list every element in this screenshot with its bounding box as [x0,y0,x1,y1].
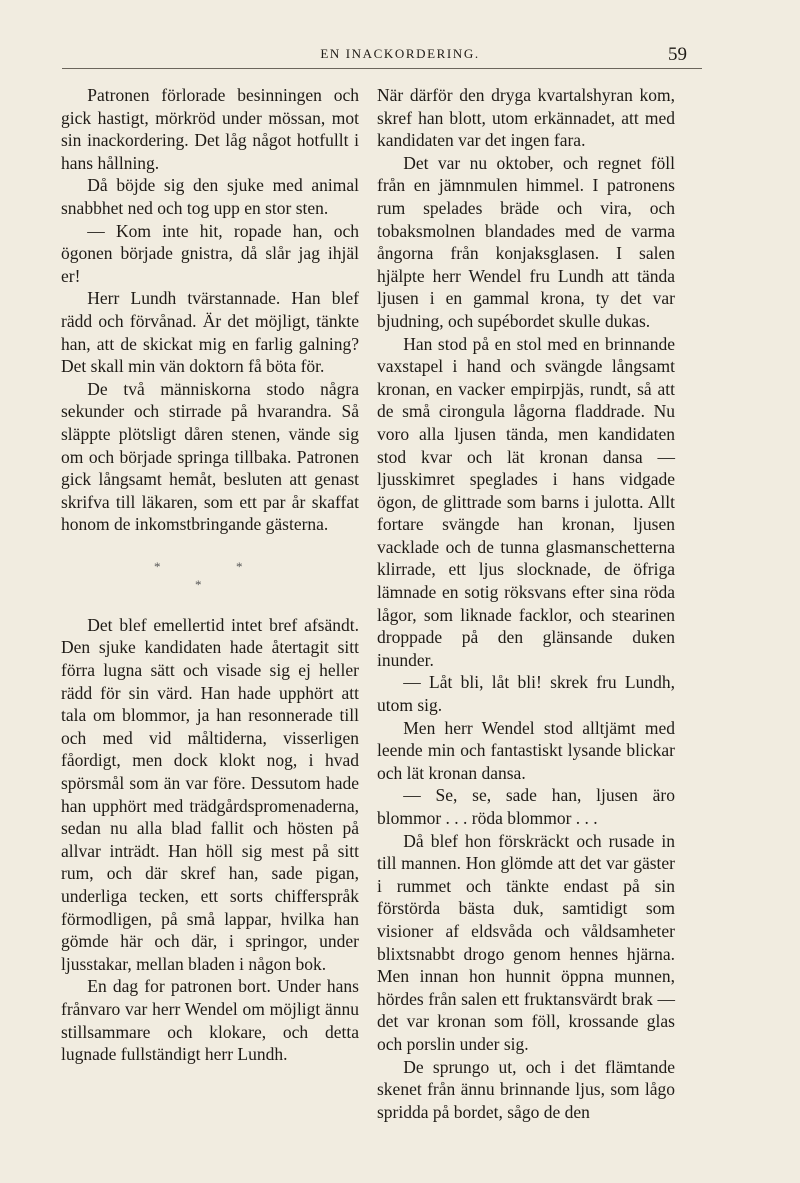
paragraph: En dag for patronen bort. Under hans frånvaro var herr Wendel om möjligt ännu stillsammare och klokare, och detta lugnade fullständigt herr Lundh. [61,976,359,1065]
paragraph: Det var nu oktober, och regnet föll från en jämnmulen himmel. I patronens rum spelades bräde och vira, och tobaksmolnen blandades med de varma ångorna från konjaksglasen. I salen hjälpte herr Wendel fru Lundh att tända ljusen i en gammal krona, ty det var bjudning, och supébordet skulle dukas. [377,152,675,331]
asterisk: * [195,576,202,592]
page-number: 59 [668,44,687,65]
left-column [61,84,359,1066]
paragraph: — Kom inte hit, ropade han, och ögonen började gnistra, då slår jag ihjäl er! [61,220,359,286]
paragraph: Då blef hon förskräckt och rusade in till mannen. Hon glömde att det var gäster i rummet och tänkte endast på sin förstörda bästa duk, samtidigt som visioner af eldsvåda och våldsamheter blixtsnabbt drogo genom hennes hjärna. Men innan hon hunnit öppna munnen, hördes från salen ett fruktansvärdt brak — det var kronan som föll, krossande glas och porslin under sig. [377,830,675,1054]
paragraph: Det blef emellertid intet bref afsändt. Den sjuke kandidaten hade återtagit sitt förra lugna sätt och visade sig ej heller rädd för sin värd. Han hade upphört att tala om blommor, ja han resonnerade till och med vid måltiderna, visserligen fåordigt, men dock klokt nog, i hvad spörsmål som än var före. Dessutom hade han upphört med trädgårdspromenaderna, sedan nu alla blad fallit och hösten på allvar inträdt. Han höll sig mest på sitt rum, och där skref han, sade pigan, underliga tecken, ett sorts chifferspråk förmodligen, på små lappar, hvilka han gömde här och där, i springor, under ljusstakar, mellan bladen i någon bok. [61,614,359,974]
asterisk: * [236,558,243,574]
paragraph: Då böjde sig den sjuke med animal snabbhet ned och tog upp en stor sten. [61,175,359,218]
paragraph: Men herr Wendel stod alltjämt med leende min och fantastiskt lysande blickar och lät kronan dansa. [377,717,675,783]
paragraph: Han stod på en stol med en brinnande vaxstapel i hand och svängde långsamt kronan, en vacker empirpjäs, rundt, så att de små cirongula lågorna fladdrade. Nu voro alla ljusen tända, men kandidaten stod kvar och lät kronan dansa — ljusskimret speglades i hans vidgade ögon, de glittrade som barns i julotta. Allt fortare svängde han kronan, ljusen vacklade och de tunna glasmanschetterna klirrade, ett ljus slocknade, de öfriga lämnade en sotig röksvans efter sina röda lågor, som liknade facklor, och stearinen droppade på den glänsande duken inunder. [377,333,675,670]
right-column [377,84,675,1123]
asterisk: * [154,558,161,574]
running-title: EN INACKORDERING. [320,46,480,61]
paragraph: — Se, se, sade han, ljusen äro blommor . . . röda blommor . . . [377,785,675,828]
paragraph-continued: När därför den dryga kvartalshyran kom, skref han blott, utom erkännadet, att med kandidaten var det ingen fara. [377,85,675,151]
paragraph: De sprungo ut, och i det flämtande skenet från ännu brinnande ljus, som lågo spridda på bordet, sågo de den [377,1056,675,1122]
paragraph: Herr Lundh tvärstannade. Han blef rädd och förvånad. Är det möjligt, tänkte han, att de skickat mig en farlig galning? Det skall min vän doktorn få böta för. [61,288,359,377]
paragraph: Patronen förlorade besinningen och gick hastigt, mörkröd under mössan, mot sin inackordering. Det låg något hotfullt i hans hållning. [61,85,359,173]
paragraph: De två människorna stodo några sekunder och stirrade på hvarandra. Så släppte plötsligt dåren stenen, vände sig om och började springa tillbaka. Patronen gick långsamt hemåt, besluten att genast skrifva till läkaren, som ett par år skaffat honom de inkomstbringande gästerna. [61,378,359,535]
section-break-asterism [61,540,359,610]
paragraph: — Låt bli, låt bli! skrek fru Lundh, utom sig. [377,672,675,716]
header-rule [62,68,702,69]
